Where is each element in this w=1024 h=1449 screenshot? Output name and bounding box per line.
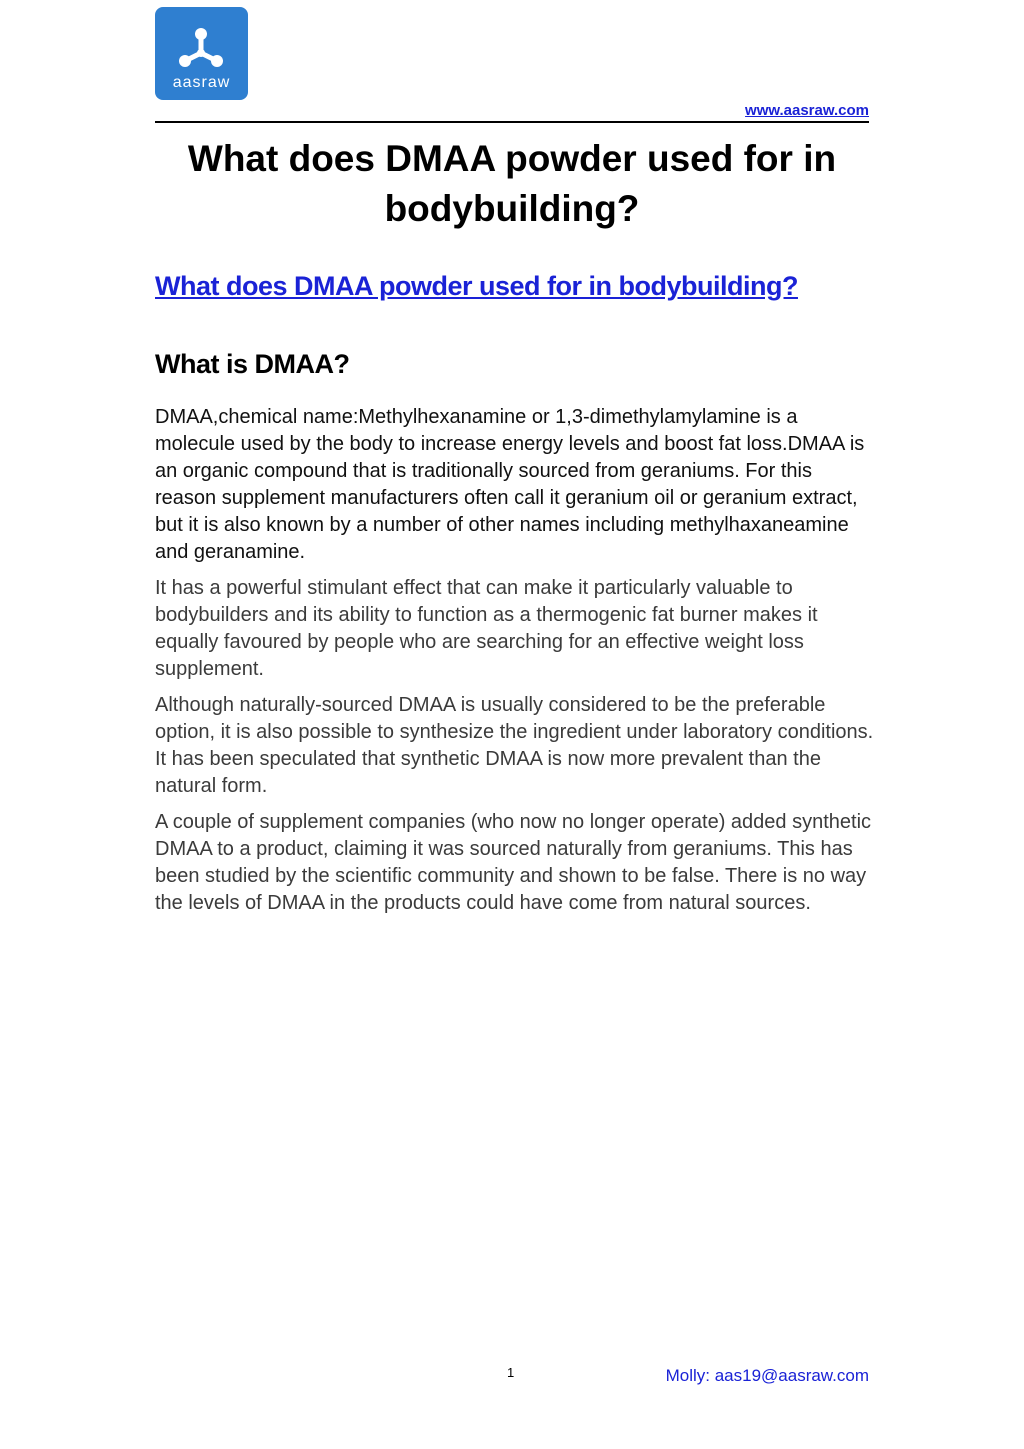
header-divider: [155, 121, 869, 123]
paragraph: DMAA,chemical name:Methylhexanamine or 1,3-dimethylamylamine is a molecule used by the body to increase energy levels and boost fat loss.DMAA is an organic compound that is traditionally sourced from geraniums. For this reason supplement manufacturers often call it geranium oil or geranium extract, but it is also known by a number of other names including methylhaxaneamine and geranamine.: [155, 406, 865, 563]
footer-contact[interactable]: Molly: aas19@aasraw.com: [665, 1366, 869, 1385]
site-link[interactable]: www.aasraw.com: [745, 102, 869, 119]
body-text: [155, 404, 875, 926]
page-number: 1: [507, 1365, 515, 1380]
document-title: What does DMAA powder used for in bodybuilding?: [187, 138, 837, 229]
paragraph: It has a powerful stimulant effect that can make it particularly valuable to bodybuilders and its ability to function as a thermogenic fat burner makes it equally favoured by people who are searching for an effective weight loss supplement.: [155, 577, 818, 680]
paragraph: Although naturally-sourced DMAA is usually considered to be the preferable option, it is also possible to synthesize the ingredient under laboratory conditions. It has been speculated that synthetic DMAA is now more prevalent than the natural form.: [155, 694, 874, 797]
brand-logo[interactable]: [155, 7, 248, 100]
section-heading: What is DMAA?: [155, 349, 350, 379]
logo-text: aasraw: [172, 74, 231, 91]
article-link[interactable]: What does DMAA powder used for in bodybuilding?: [155, 271, 798, 301]
paragraph: A couple of supplement companies (who now no longer operate) added synthetic DMAA to a product, claiming it was sourced naturally from geraniums. This has been studied by the scientific community and shown to be false. There is no way the levels of DMAA in the products could have come from natural sources.: [155, 811, 872, 914]
